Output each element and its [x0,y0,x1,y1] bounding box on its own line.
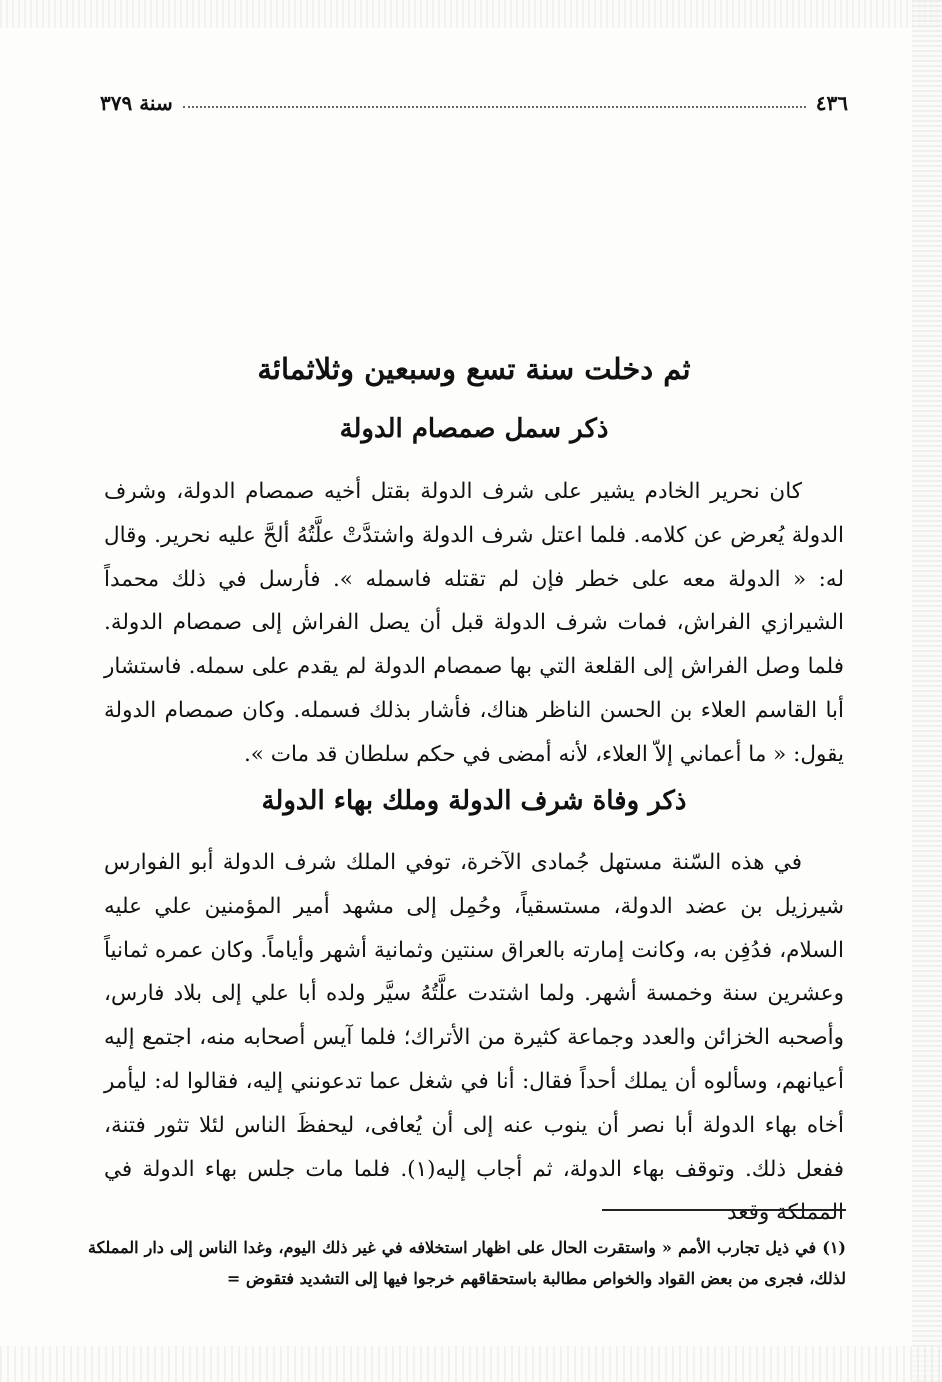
paragraph-text: في هذه السّنة مستهل جُمادى الآخرة، توفي الملك شرف الدولة أبو الفوارس شيرزيل بن عضد الدولة، مستسقياً، وحُمِل إلى مشهد أمير المؤمنين علي عليه السلام، فدُفِن به، وكانت إمارته بالعراق سنتين وثمانية أشهر وأياماً. وكان عمره ثمانياً وعشرين سنة وخمسة أشهر. ولما اشتدت علَّتُهُ سيَّر ولده أبا علي إلى بلاد فارس، وأصحبه الخزائن والعدد وجماعة كثيرة من الأتراك؛ فلما آيس أصحابه منه، اجتمع إليه أعيانهم، وسألوه أن يملك أحداً فقال: أنا في شغل عما تدعونني إليه، فقالوا له: ليأمر أخاه بهاء الدولة أبا نصر أن ينوب عنه إلى أن يُعافى، ليحفظَ الناس لئلا تثور فتنة، ففعل ذلك. وتوقف بهاء الدولة، ثم أجاب إليه(١). فلما مات جلس بهاء الدولة في المملكة وقعد [104,850,844,1226]
scan-edge-bottom [0,1346,942,1382]
paragraph-text: كان نحرير الخادم يشير على شرف الدولة بقتل أخيه صمصام الدولة، وشرف الدولة يُعرض عن كلامه. فلما اعتل شرف الدولة واشتدَّتْ علَّتُهُ ألحَّ عليه نحرير. وقال له: « الدولة معه على خطر فإن لم تقتله فاسمله ». فأرسل في ذلك محمداً الشيرازي الفراش، فمات شرف الدولة قبل أن يصل الفراش إلى صمصام الدولة. فلما وصل الفراش إلى القلعة التي بها صمصام الدولة لم يقدم على سمله. فاستشار أبا القاسم العلاء بن الحسن الناظر هناك، فأشار بذلك فسمله. وكان صمصام الدولة يقول: « ما أعماني إلاّ العلاء، لأنه أمضى في حكم سلطان قد مات ». [104,479,844,767]
section-paragraph [104,470,844,777]
page-header [100,88,848,118]
section-heading: ذكر سمل صمصام الدولة [339,414,609,444]
section-heading: ذكر وفاة شرف الدولة وملك بهاء الدولة [261,786,687,816]
section-paragraph [104,841,844,1235]
page-number: ٤٣٦ [815,91,848,115]
footnote: (١) في ذيل تجارب الأمم « واستقرت الحال على اظهار استخلافه في غير ذلك اليوم، وغدا الناس إلى دار المملكة لذلك، فجرى من بعض القواد والخواص مطالبة باستحقاقهم خرجوا فيها إلى التشديد فتقوض = [88,1238,846,1288]
footnote-separator [602,1209,846,1211]
scan-edge-right [912,0,942,1382]
chapter-heading: ثم دخلت سنة تسع وسبعين وثلاثمائة [257,352,691,386]
running-title: سنة ٣٧٩ [100,91,173,115]
header-dot-leader [183,106,806,108]
scan-edge-top [0,0,942,28]
